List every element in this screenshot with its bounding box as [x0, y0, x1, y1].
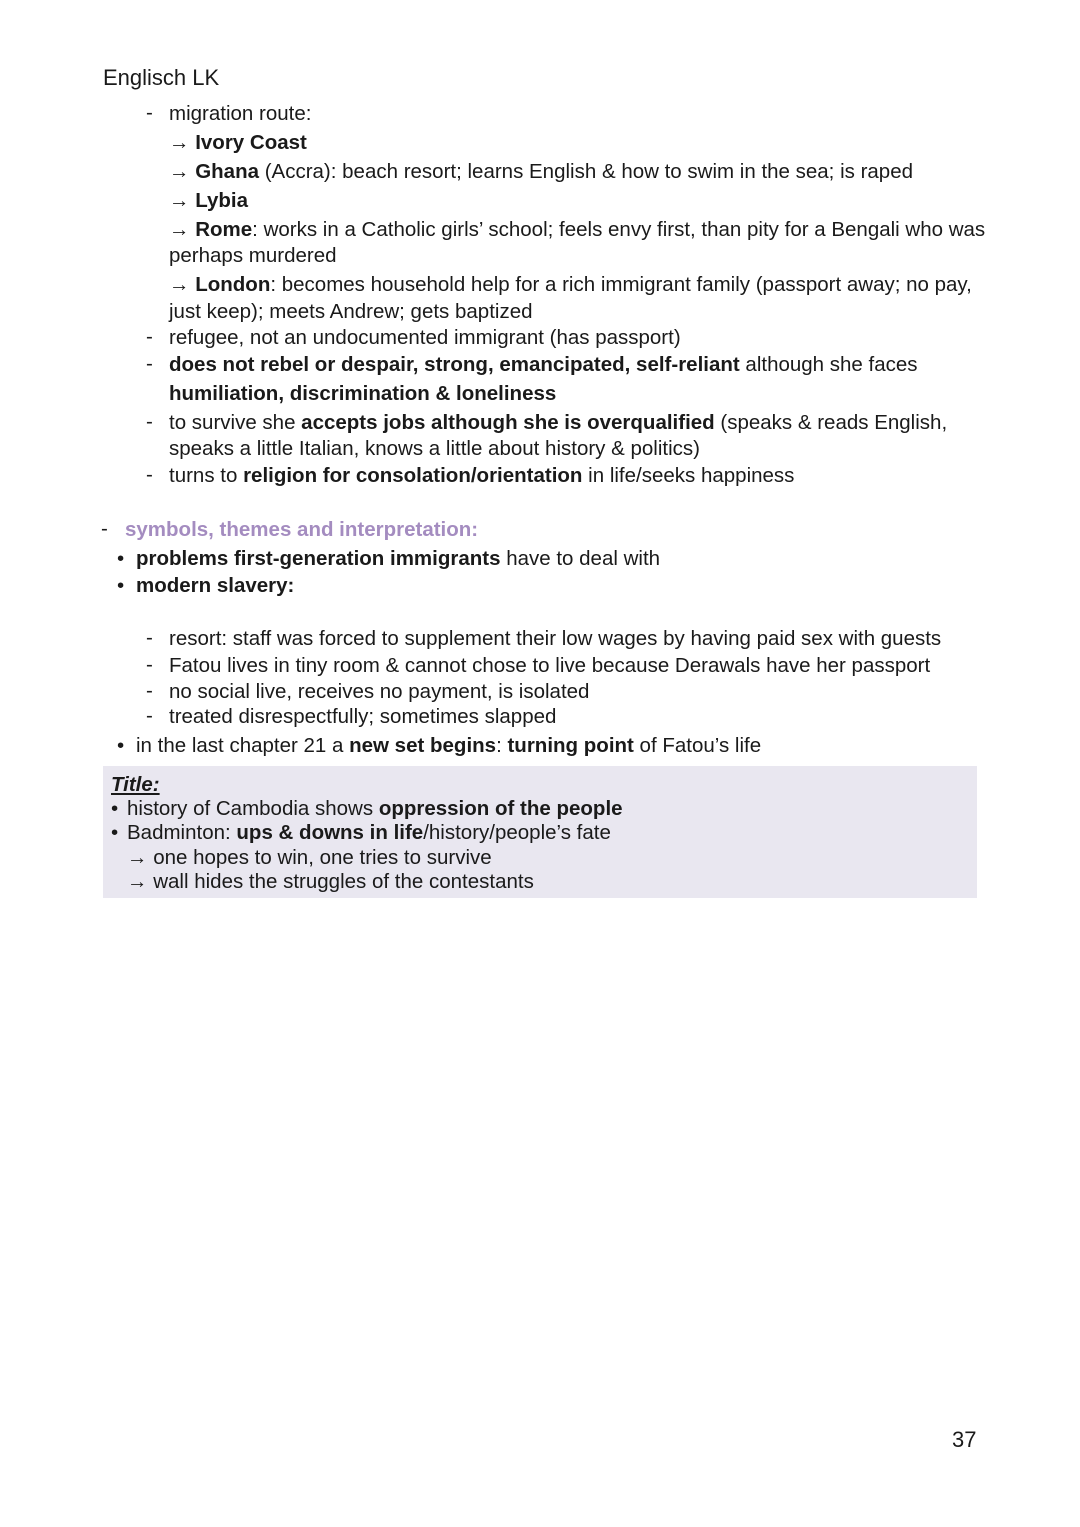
page-number: 37 — [952, 1427, 977, 1452]
dash-bullet: - — [146, 410, 153, 433]
arrow-icon: → — [127, 870, 148, 893]
title-badminton-pre: Badminton: — [127, 821, 237, 844]
route-lybia — [169, 188, 248, 214]
bullet-dot: • — [111, 821, 119, 844]
route-london-continued: just keep); meets Andrew; gets baptized — [169, 300, 533, 323]
route-london — [169, 272, 972, 298]
slavery-item: resort: staff was forced to supplement their low wages by having paid sex with guests — [169, 627, 942, 650]
bullet-dot: • — [117, 574, 125, 597]
route-rome — [169, 217, 985, 243]
document-header: Englisch LK — [103, 65, 220, 90]
title-arrow-1-text: one hopes to win, one tries to survive — [153, 846, 492, 869]
dash-bullet: - — [146, 325, 153, 348]
route-ivory-coast — [169, 130, 307, 156]
trait-rebel-bold: does not rebel or despair, strong, emancipated, self-reliant — [169, 353, 740, 376]
bullet-dot: • — [117, 547, 125, 570]
trait-survive-bold: accepts jobs although she is overqualified — [301, 411, 715, 434]
route-ghana — [169, 159, 913, 185]
dash-bullet: - — [146, 653, 153, 676]
bullet-dot: • — [111, 797, 119, 820]
trait-survive-text: (speaks & reads English, — [714, 411, 948, 434]
trait-rebel — [169, 352, 918, 378]
symbol-problems — [136, 546, 660, 572]
title-box — [103, 766, 977, 898]
migration-intro: migration route: — [169, 102, 312, 125]
trait-religion — [169, 463, 794, 489]
arrow-icon: → — [169, 218, 190, 241]
trait-survive-pre: to survive she — [169, 411, 302, 434]
trait-religion-pre: turns to — [169, 464, 244, 487]
route-name: Rome — [195, 218, 253, 241]
symbol-chapter-text: of Fatou’s life — [633, 734, 762, 757]
slavery-item: no social live, receives no payment, is isolated — [169, 680, 590, 703]
route-name: Ivory Coast — [195, 131, 307, 154]
dash-bullet: - — [146, 679, 153, 702]
trait-survive-continued: speaks a little Italian, knows a little about history & politics) — [169, 437, 700, 460]
trait-refugee: refugee, not an undocumented immigrant (has passport) — [169, 326, 681, 349]
symbol-problems-bold: problems first-generation immigrants — [136, 547, 501, 570]
dash-bullet: - — [146, 463, 153, 486]
trait-rebel-bold-2: humiliation, discrimination & loneliness — [169, 382, 557, 405]
trait-religion-bold: religion for consolation/orientation — [243, 464, 583, 487]
symbol-chapter-bold-1: new set begins — [349, 734, 497, 757]
title-cambodia — [127, 796, 623, 822]
dash-bullet: - — [101, 517, 108, 540]
route-name: London — [195, 273, 271, 296]
trait-rebel-text: although she faces — [739, 353, 918, 376]
arrow-icon: → — [169, 189, 190, 212]
dash-bullet: - — [146, 704, 153, 727]
title-box-heading-text: Title: — [111, 773, 160, 796]
symbol-problems-text: have to deal with — [500, 547, 661, 570]
symbol-chapter-pre: in the last chapter 21 a — [136, 734, 350, 757]
title-cambodia-bold: oppression of the people — [378, 797, 623, 820]
trait-rebel-continued — [169, 381, 556, 407]
title-box-heading — [111, 772, 160, 798]
slavery-item: treated disrespectfully; sometimes slapped — [169, 705, 557, 728]
dash-bullet: - — [146, 626, 153, 649]
slavery-item: Fatou lives in tiny room & cannot chose to live because Derawals have her passport — [169, 654, 931, 677]
title-arrow-2 — [127, 869, 534, 895]
arrow-icon: → — [127, 846, 148, 869]
route-text: : works in a Catholic girls’ school; feels envy first, than pity for a Bengali who was — [252, 218, 986, 241]
symbol-chapter-bold-2: turning point — [507, 734, 634, 757]
title-badminton-text: /history/people’s fate — [423, 821, 611, 844]
bullet-dot: • — [117, 734, 125, 757]
route-text: : becomes household help for a rich immigrant family (passport away; no pay, — [270, 273, 972, 296]
arrow-icon: → — [169, 160, 190, 183]
trait-survive — [169, 410, 947, 436]
route-name: Ghana — [195, 160, 259, 183]
title-arrow-2-text: wall hides the struggles of the contestants — [153, 870, 534, 893]
arrow-icon: → — [169, 131, 190, 154]
arrow-icon: → — [169, 273, 190, 296]
route-name: Lybia — [195, 189, 248, 212]
trait-religion-text: in life/seeks happiness — [582, 464, 795, 487]
route-rome-continued: perhaps murdered — [169, 244, 337, 267]
title-arrow-1 — [127, 845, 492, 871]
symbol-slavery — [136, 573, 294, 599]
dash-bullet: - — [146, 352, 153, 375]
route-text: (Accra): beach resort; learns English & how to swim in the sea; is raped — [259, 160, 914, 183]
symbol-slavery-bold: modern slavery: — [136, 574, 295, 597]
title-cambodia-pre: history of Cambodia shows — [127, 797, 379, 820]
dash-bullet: - — [146, 101, 153, 124]
title-badminton-bold: ups & downs in life — [236, 821, 424, 844]
section-heading-symbols: symbols, themes and interpretation: — [125, 518, 479, 541]
symbol-chapter — [136, 733, 761, 759]
symbol-chapter-mid: : — [496, 734, 508, 757]
title-badminton — [127, 820, 611, 846]
